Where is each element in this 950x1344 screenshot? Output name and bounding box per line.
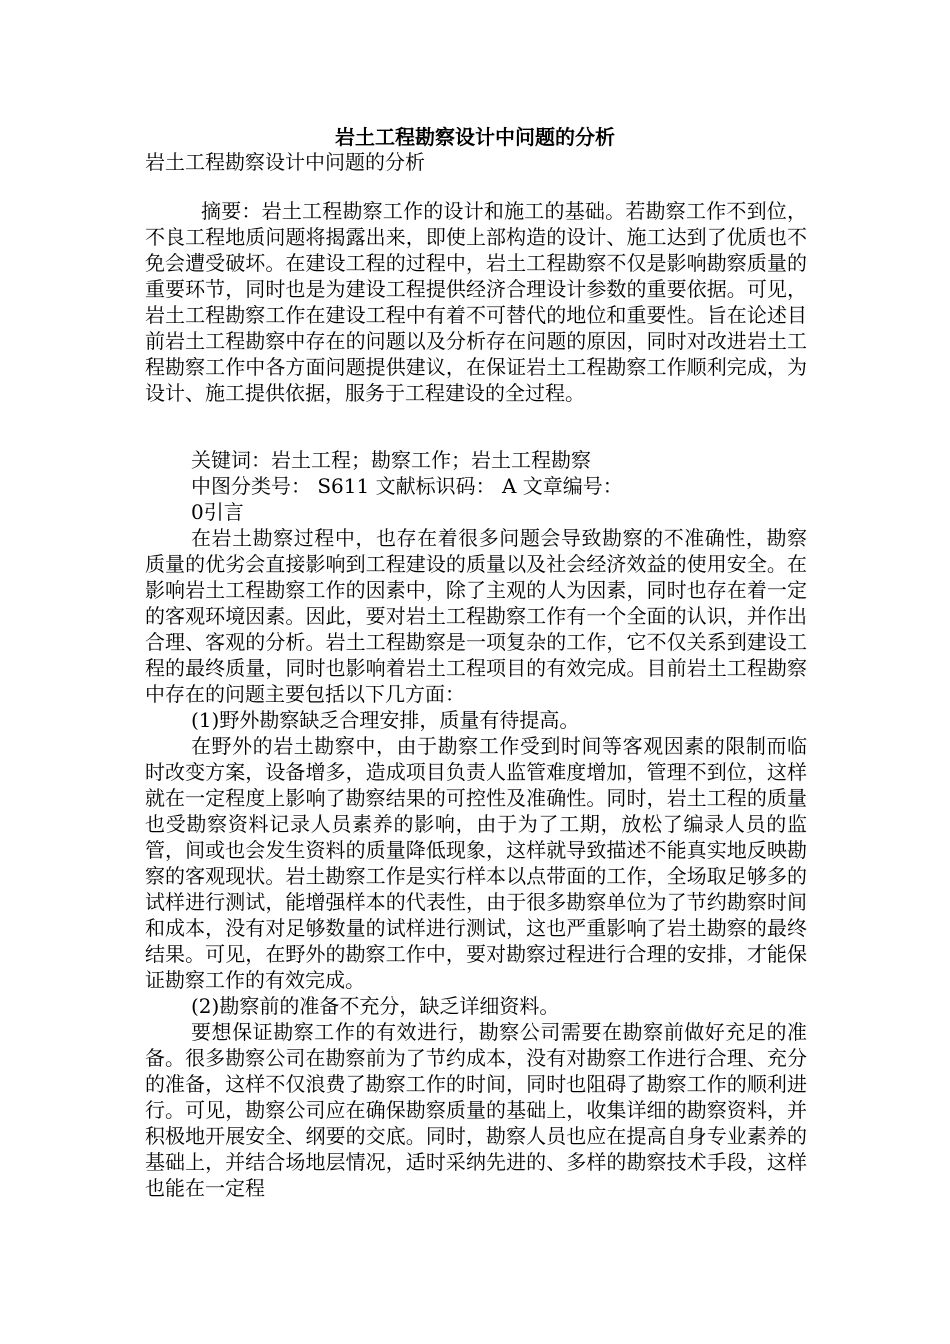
body-text	[145, 447, 807, 1201]
list-item-heading: (1)野外勘察缺乏合理安排，质量有待提高。	[191, 708, 580, 732]
body-paragraph: 在岩土勘察过程中，也存在着很多问题会导致勘察的不准确性，勘察质量的优劣会直接影响到工程建设的质量以及社会经济效益的使用安全。在影响岩土工程勘察工作的因素中，除了主观的人为因素，同时也存在着一定的客观环境因素。因此，要对岩土工程勘察工作有一个全面的认识，并作出合理、客观的分析。岩土工程勘察是一项复杂的工作，它不仅关系到建设工程的最终质量，同时也影响着岩土工程项目的有效完成。目前岩土工程勘察中存在的问题主要包括以下几方面：	[145, 526, 807, 706]
body-paragraph: 在野外的岩土勘察中，由于勘察工作受到时间等客观因素的限制而临时改变方案，设备增多，造成项目负责人监管难度增加，管理不到位，这样就在一定程度上影响了勘察结果的可控性及准确性。同时，岩土工程的质量也受勘察资料记录人员素养的影响，由于为了工期，放松了编录人员的监管，间或也会发生资料的质量降低现象，这样就导致描述不能真实地反映勘察的客观现状。岩土勘察工作是实行样本以点带面的工作，全场取足够多的试样进行测试，能增强样本的代表性，由于很多勘察单位为了节约勘察时间和成本，没有对足够数量的试样进行测试，这也严重影响了岩土勘察的最终结果。可见，在野外的勘察工作中，要对勘察过程进行合理的安排，才能保证勘察工作的有效完成。	[145, 734, 807, 992]
section-heading-introduction: 0引言	[191, 500, 244, 524]
classification-line: 中图分类号： S611 文献标识码： A 文章编号：	[191, 474, 623, 498]
list-item-heading: (2)勘察前的准备不充分，缺乏详细资料。	[191, 994, 560, 1018]
document-title: 岩土工程勘察设计中问题的分析	[335, 125, 615, 149]
keywords-line: 关键词：岩土工程；勘察工作；岩土工程勘察	[191, 448, 591, 472]
body-paragraph: 要想保证勘察工作的有效进行，勘察公司需要在勘察前做好充足的准备。很多勘察公司在勘察前为了节约成本，没有对勘察工作进行合理、充分的准备，这样不仅浪费了勘察工作的时间，同时也阻碍了勘察工作的顺利进行。可见，勘察公司应在确保勘察质量的基础上，收集详细的勘察资料，并积极地开展安全、纲要的交底。同时，勘察人员也应在提高自身专业素养的基础上，并结合场地层情况，适时采纳先进的、多样的勘察技术手段，这样也能在一定程	[145, 1020, 807, 1200]
document-subtitle: 岩土工程勘察设计中问题的分析	[145, 150, 425, 174]
abstract-paragraph: 摘要：岩土工程勘察工作的设计和施工的基础。若勘察工作不到位，不良工程地质问题将揭露出来，即使上部构造的设计、施工达到了优质也不免会遭受破坏。在建设工程的过程中，岩土工程勘察不仅是影响勘察质量的重要环节，同时也是为建设工程提供经济合理设计参数的重要依据。可见，岩土工程勘察工作在建设工程中有着不可替代的地位和重要性。旨在论述目前岩土工程勘察中存在的问题以及分析存在问题的原因，同时对改进岩土工程勘察工作中各方面问题提供建议，在保证岩土工程勘察工作顺利完成，为设计、施工提供依据，服务于工程建设的全过程。	[145, 199, 807, 405]
